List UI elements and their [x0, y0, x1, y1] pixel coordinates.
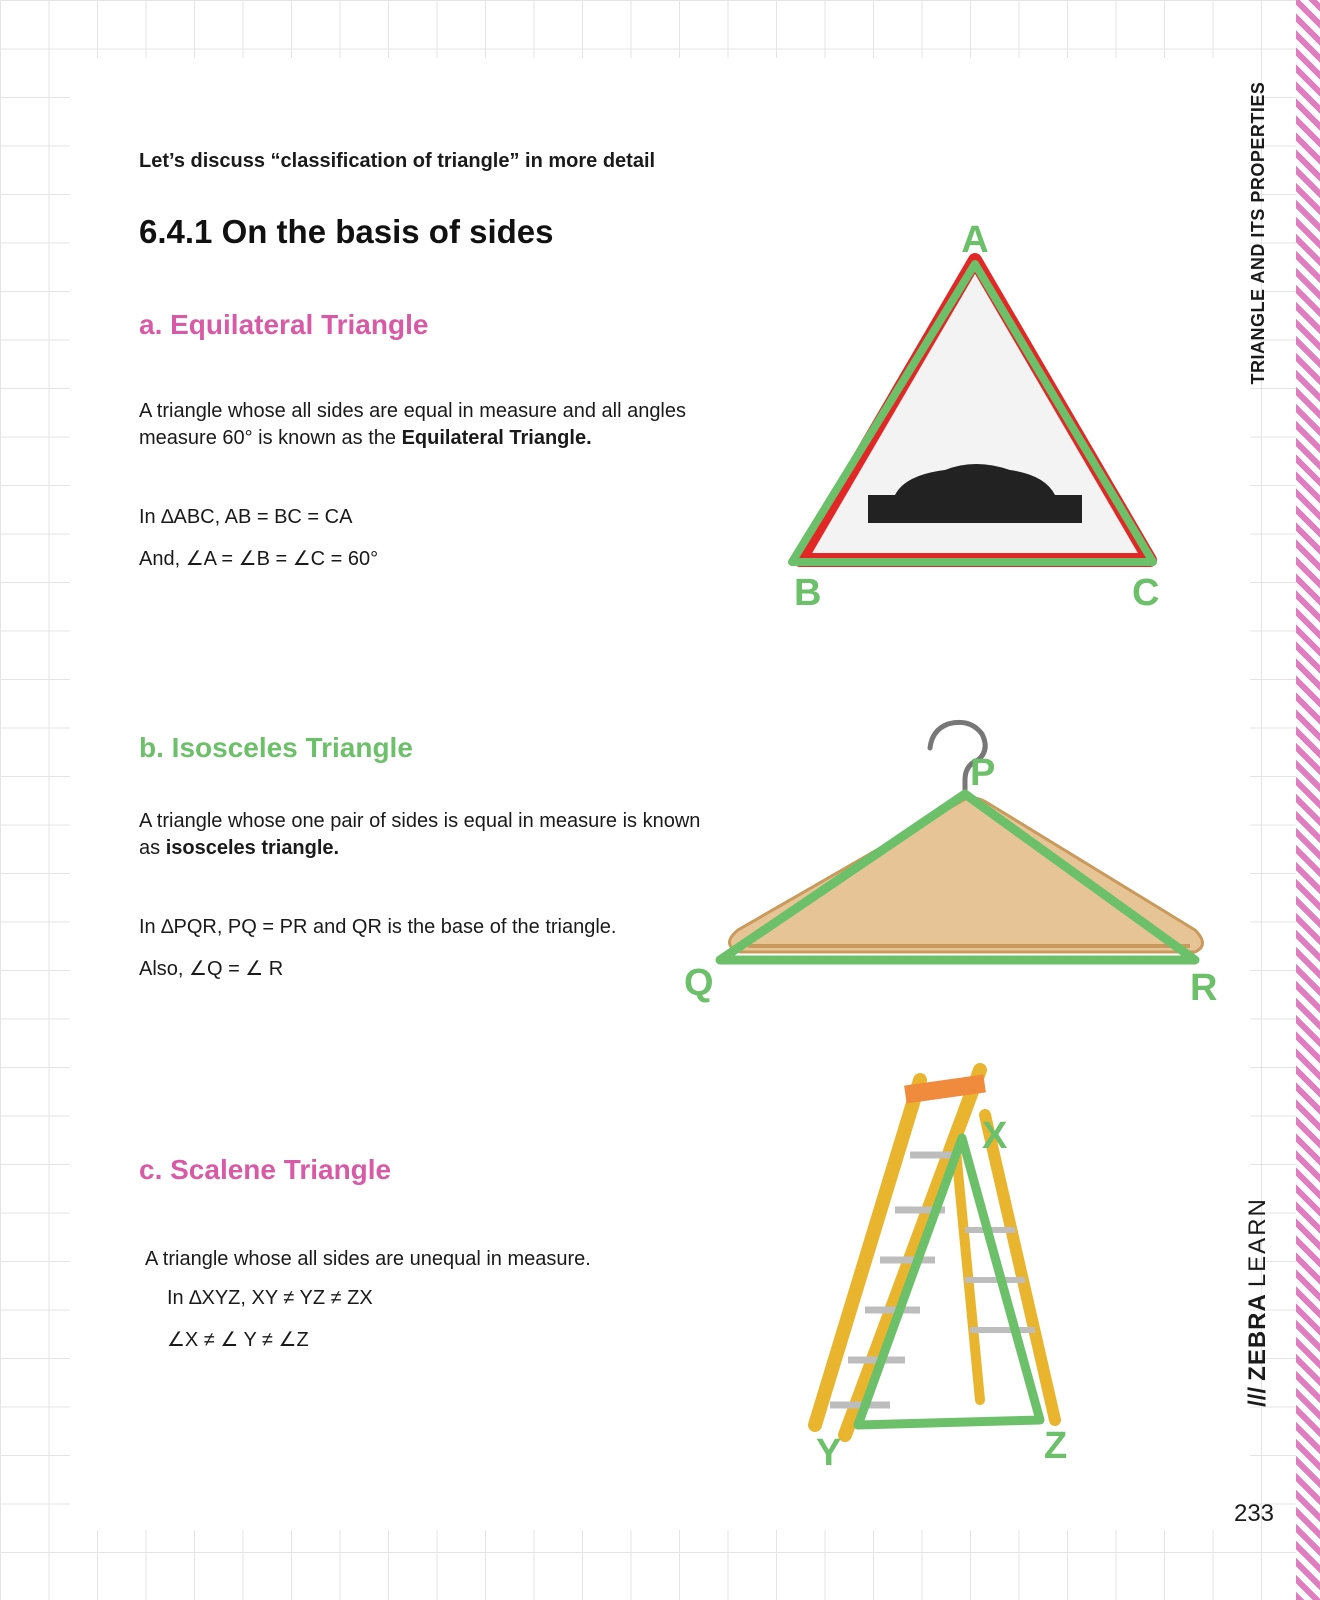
- vertex-label-c: C: [1132, 572, 1160, 614]
- equilateral-description: [139, 398, 759, 452]
- isosceles-angles-formula: Also, ∠Q = ∠ R: [139, 958, 284, 980]
- isosceles-description-text: A triangle whose one pair of sides is equal in measure is known as: [139, 810, 701, 859]
- coat-hanger-figure: [684, 720, 1250, 1020]
- equilateral-angles-formula: And, ∠A = ∠B = ∠C = 60°: [139, 548, 379, 570]
- equilateral-sides-formula: In ∆ABC, AB = BC = CA: [139, 506, 353, 528]
- equilateral-description-bold: Equilateral Triangle.: [401, 427, 592, 449]
- vertex-label-b: B: [794, 572, 822, 614]
- equilateral-description-text: A triangle whose all sides are equal in measure and all angles measure 60° is known as the: [139, 400, 687, 449]
- isosceles-sides-formula: In ∆PQR, PQ = PR and QR is the base of the triangle.: [139, 916, 617, 938]
- vertex-label-y: Y: [816, 1432, 842, 1474]
- scalene-angles-formula: ∠X ≠ ∠ Y ≠ ∠Z: [167, 1329, 309, 1351]
- vertex-label-x: X: [982, 1115, 1008, 1157]
- isosceles-heading: b. Isosceles Triangle: [139, 732, 413, 763]
- intro-text: Let’s discuss “classification of triangle” in more detail: [139, 150, 656, 172]
- isosceles-description-bold: isosceles triangle.: [165, 837, 340, 859]
- scalene-heading: c. Scalene Triangle: [139, 1154, 392, 1185]
- vertex-label-a: A: [961, 219, 989, 261]
- hanger-body: [729, 798, 1202, 952]
- scalene-description: A triangle whose all sides are unequal in measure.: [145, 1248, 591, 1270]
- chapter-title: TRIANGLE AND ITS PROPERTIES: [1248, 81, 1268, 385]
- scalene-sides-formula: In ∆XYZ, XY ≠ YZ ≠ ZX: [167, 1287, 373, 1309]
- page-number: 233: [1233, 1500, 1275, 1527]
- isosceles-description: [139, 808, 719, 862]
- step-ladder-figure: [800, 1060, 1120, 1500]
- brand-name-light: LEARN: [1244, 1197, 1271, 1288]
- decorative-stripe: [1296, 0, 1320, 1600]
- vertex-label-z: Z: [1044, 1425, 1068, 1467]
- speed-breaker-sign-figure: [770, 220, 1170, 620]
- brand-name-bold: ZEBRA: [1244, 1293, 1271, 1381]
- equilateral-heading: a. Equilateral Triangle: [139, 309, 429, 340]
- vertex-label-p: P: [970, 752, 996, 794]
- vertex-label-q: Q: [684, 962, 714, 1004]
- brand-logo: [1241, 1182, 1275, 1422]
- ladder-drawing: [815, 1070, 1055, 1435]
- brand-mark-icon: ///: [1244, 1386, 1271, 1407]
- vertex-label-r: R: [1190, 967, 1218, 1009]
- section-title: 6.4.1 On the basis of sides: [139, 213, 554, 250]
